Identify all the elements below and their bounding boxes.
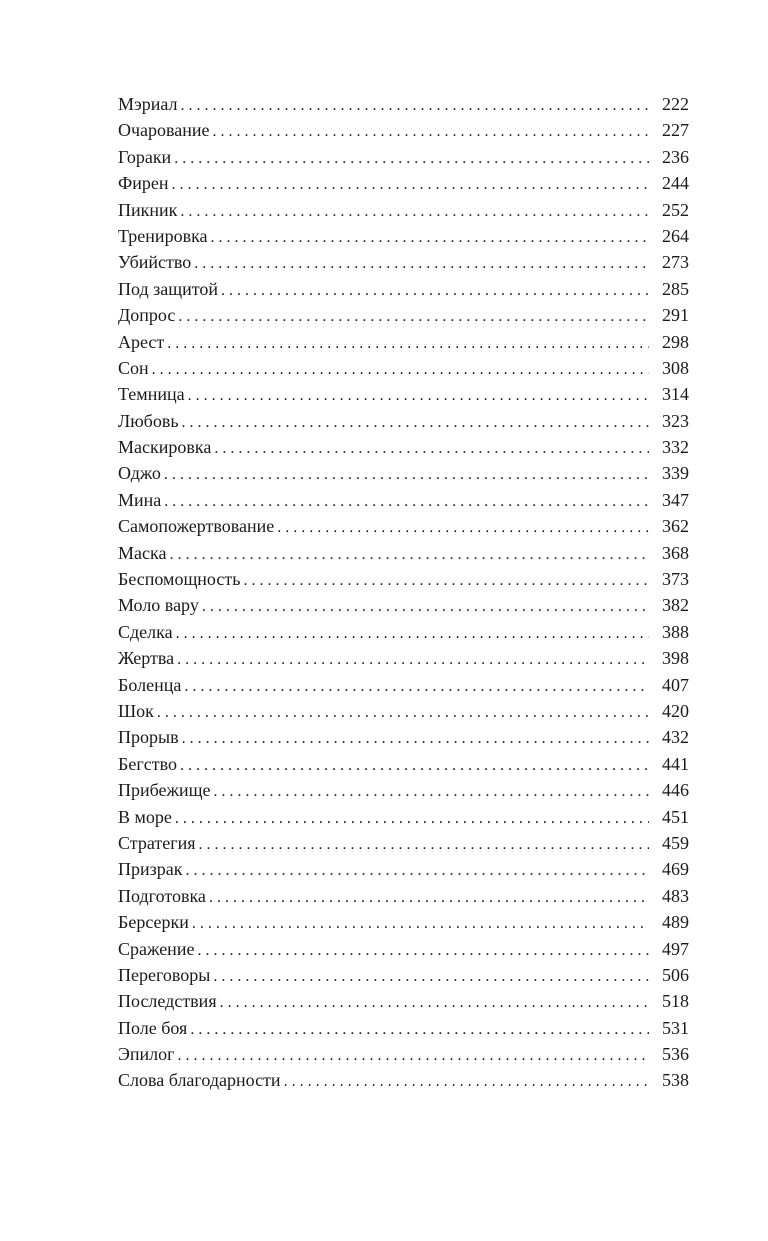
- dot-leader: [220, 990, 649, 1016]
- toc-entry: [118, 1015, 689, 1041]
- toc-entry-title: Призрак: [118, 859, 183, 880]
- toc-entry-page-number: 285: [662, 278, 689, 299]
- toc-entry-title: Гораки: [118, 146, 172, 167]
- toc-entry-page-number: 382: [662, 595, 689, 616]
- toc-entry-title: Сделка: [118, 621, 173, 642]
- toc-entry-page-number: 236: [662, 146, 689, 167]
- dot-leader: [175, 806, 649, 832]
- toc-entry: [118, 117, 689, 143]
- toc-entry-title: Последствия: [118, 991, 217, 1012]
- toc-entry: [118, 566, 689, 592]
- toc-entry-title: Убийство: [118, 252, 192, 273]
- toc-entry-title: Самопожертвование: [118, 516, 275, 537]
- toc-entry: [118, 144, 689, 170]
- toc-entry-title: Любовь: [118, 410, 179, 431]
- dot-leader: [199, 832, 649, 858]
- toc-entry-page-number: 244: [662, 173, 689, 194]
- dot-leader: [213, 779, 649, 805]
- dot-leader: [176, 621, 649, 647]
- dot-leader: [181, 93, 650, 119]
- dot-leader: [197, 938, 649, 964]
- toc-entry-page-number: 469: [662, 859, 689, 880]
- toc-entry-title: Прорыв: [118, 727, 179, 748]
- dot-leader: [194, 251, 649, 277]
- dot-leader: [178, 304, 649, 330]
- dot-leader: [178, 1043, 649, 1069]
- toc-entry-title: Стратегия: [118, 832, 196, 853]
- toc-entry-title: Маскировка: [118, 437, 212, 458]
- toc-entry-title: Моло вару: [118, 595, 199, 616]
- toc-entry-page-number: 332: [662, 437, 689, 458]
- dot-leader: [190, 1017, 649, 1043]
- toc-entry-page-number: 441: [662, 753, 689, 774]
- dot-leader: [180, 753, 649, 779]
- toc-entry-title: Оджо: [118, 463, 161, 484]
- dot-leader: [164, 489, 649, 515]
- toc-entry-title: Допрос: [118, 305, 176, 326]
- toc-entry-title: Бегство: [118, 753, 177, 774]
- dot-leader: [188, 383, 649, 409]
- toc-entry: [118, 751, 689, 777]
- dot-leader: [177, 647, 649, 673]
- dot-leader: [167, 331, 649, 357]
- toc-entry-title: Очарование: [118, 120, 210, 141]
- toc-entry: [118, 672, 689, 698]
- toc-entry-title: Беспомощность: [118, 569, 241, 590]
- toc-entry: [118, 540, 689, 566]
- toc-entry: [118, 91, 689, 117]
- dot-leader: [213, 964, 649, 990]
- dot-leader: [171, 172, 649, 198]
- toc-entry: [118, 434, 689, 460]
- toc-entry-title: Берсерки: [118, 912, 189, 933]
- dot-leader: [182, 410, 649, 436]
- toc-entry-title: Мэриал: [118, 94, 178, 114]
- toc-entry-title: Подготовка: [118, 885, 206, 906]
- dot-leader: [192, 911, 649, 937]
- toc-entry: [118, 276, 689, 302]
- dot-leader: [164, 462, 649, 488]
- toc-entry: [118, 619, 689, 645]
- table-of-contents: [118, 91, 689, 1094]
- toc-entry-page-number: 483: [662, 885, 689, 906]
- toc-entry-page-number: 291: [662, 305, 689, 326]
- toc-entry-title: Шок: [118, 700, 154, 721]
- toc-entry: [118, 223, 689, 249]
- toc-entry-page-number: 368: [662, 542, 689, 563]
- toc-entry-page-number: 451: [662, 806, 689, 827]
- toc-entry-title: Слова благодарности: [118, 1070, 281, 1091]
- toc-entry-title: Тренировка: [118, 225, 208, 246]
- toc-entry-page-number: 432: [662, 727, 689, 748]
- dot-leader: [214, 436, 649, 462]
- dot-leader: [169, 542, 649, 568]
- toc-entry: [118, 487, 689, 513]
- toc-entry-page-number: 497: [662, 938, 689, 959]
- dot-leader: [152, 357, 649, 383]
- toc-entry-page-number: 506: [662, 964, 689, 985]
- toc-entry: [118, 408, 689, 434]
- toc-entry-page-number: 252: [662, 199, 689, 220]
- toc-entry: [118, 777, 689, 803]
- toc-entry-page-number: 298: [662, 331, 689, 352]
- toc-entry-title: Прибежище: [118, 780, 211, 801]
- toc-entry-title: Сон: [118, 357, 149, 378]
- dot-leader: [157, 700, 649, 726]
- toc-entry: [118, 249, 689, 275]
- dot-leader: [211, 225, 649, 251]
- toc-entry: [118, 302, 689, 328]
- toc-entry-page-number: 420: [662, 700, 689, 721]
- toc-entry-title: Мина: [118, 489, 162, 510]
- toc-entry: [118, 936, 689, 962]
- toc-entry-page-number: 362: [662, 516, 689, 537]
- toc-entry: [118, 197, 689, 223]
- dot-leader: [182, 726, 649, 752]
- toc-entry-title: Жертва: [118, 648, 175, 669]
- toc-entry-page-number: 531: [662, 1017, 689, 1038]
- toc-entry-page-number: 489: [662, 912, 689, 933]
- toc-entry-page-number: 536: [662, 1044, 689, 1065]
- toc-entry: [118, 1067, 689, 1093]
- toc-entry-page-number: 388: [662, 621, 689, 642]
- toc-entry: [118, 329, 689, 355]
- dot-leader: [185, 858, 649, 884]
- toc-entry-title: Боленца: [118, 674, 182, 695]
- dot-leader: [284, 1069, 649, 1095]
- toc-entry-page-number: 373: [662, 569, 689, 590]
- toc-entry-title: Темница: [118, 384, 185, 405]
- toc-entry-page-number: 314: [662, 384, 689, 405]
- toc-entry-page-number: 407: [662, 674, 689, 695]
- dot-leader: [202, 594, 649, 620]
- dot-leader: [277, 515, 649, 541]
- toc-entry-page-number: 339: [662, 463, 689, 484]
- dot-leader: [221, 278, 649, 304]
- dot-leader: [184, 674, 649, 700]
- toc-entry-title: Под защитой: [118, 278, 218, 299]
- toc-entry: [118, 856, 689, 882]
- dot-leader: [243, 568, 649, 594]
- toc-entry-page-number: 227: [662, 120, 689, 141]
- toc-entry-title: В море: [118, 806, 172, 827]
- toc-entry-title: Пикник: [118, 199, 178, 220]
- toc-entry-title: Фирен: [118, 173, 169, 194]
- toc-entry-page-number: 446: [662, 780, 689, 801]
- dot-leader: [213, 119, 649, 145]
- toc-entry-title: Поле боя: [118, 1017, 188, 1038]
- toc-entry-title: Сражение: [118, 938, 195, 959]
- dot-leader: [209, 885, 649, 911]
- toc-entry-title: Переговоры: [118, 964, 211, 985]
- toc-entry: [118, 460, 689, 486]
- toc-entry: [118, 381, 689, 407]
- toc-entry-page-number: 459: [662, 832, 689, 853]
- toc-entry: [118, 724, 689, 750]
- toc-entry: [118, 698, 689, 724]
- toc-entry: [118, 962, 689, 988]
- toc-entry-page-number: 538: [662, 1070, 689, 1091]
- toc-entry-title: Арест: [118, 331, 165, 352]
- toc-entry-page-number: 518: [662, 991, 689, 1012]
- toc-entry: [118, 883, 689, 909]
- toc-entry: [118, 830, 689, 856]
- toc-entry-page-number: 273: [662, 252, 689, 273]
- toc-entry: [118, 988, 689, 1014]
- toc-entry-title: Маска: [118, 542, 167, 563]
- toc-entry: [118, 645, 689, 671]
- toc-entry-page-number: 222: [662, 94, 689, 114]
- toc-entry: [118, 804, 689, 830]
- toc-entry-page-number: 308: [662, 357, 689, 378]
- toc-entry: [118, 355, 689, 381]
- toc-entry: [118, 513, 689, 539]
- toc-entry: [118, 909, 689, 935]
- toc-entry: [118, 592, 689, 618]
- dot-leader: [174, 146, 649, 172]
- toc-entry-page-number: 323: [662, 410, 689, 431]
- toc-entry: [118, 170, 689, 196]
- toc-entry-page-number: 398: [662, 648, 689, 669]
- toc-entry-page-number: 347: [662, 489, 689, 510]
- toc-entry-title: Эпилог: [118, 1044, 175, 1065]
- toc-entry: [118, 1041, 689, 1067]
- toc-entry-page-number: 264: [662, 225, 689, 246]
- dot-leader: [180, 199, 649, 225]
